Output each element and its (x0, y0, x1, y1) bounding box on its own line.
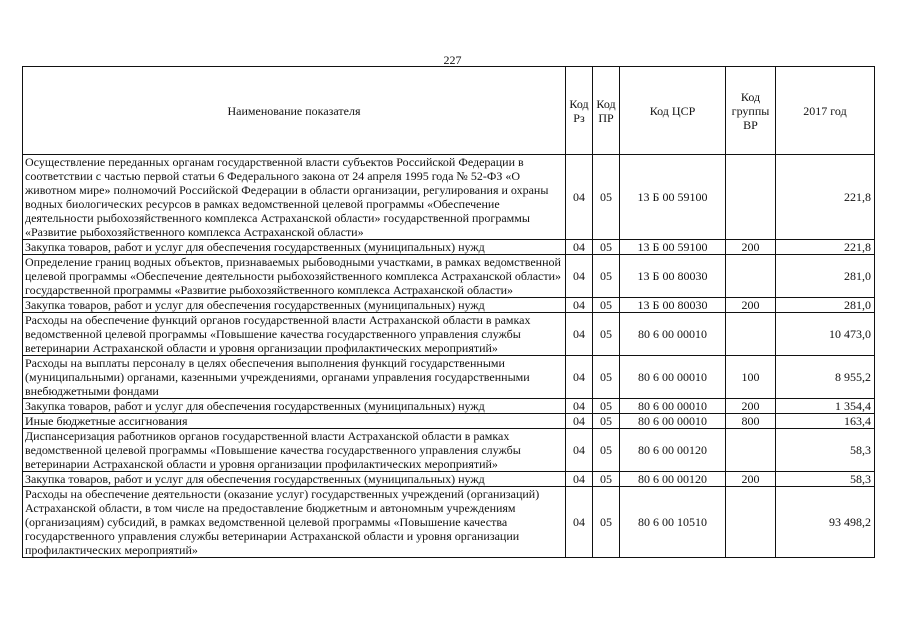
table-row (23, 399, 875, 414)
row-pr: 05 (593, 356, 620, 399)
row-pr: 05 (593, 472, 620, 487)
row-name: Расходы на обеспечение деятельности (оказание услуг) государственных учреждений (организаций) Астраханской области, в том числе на предоставление бюджетным и автономным учреждениям (организациям) субсидий, в рамках ведомственной целевой программы «Повышение качества государственного управления службы ветеринарии Астраханской области и уровня организации профилактических мероприятий» (23, 487, 566, 558)
row-amount: 163,4 (776, 414, 875, 429)
row-pr: 05 (593, 255, 620, 298)
row-pr: 05 (593, 298, 620, 313)
row-name: Расходы на выплаты персоналу в целях обеспечения выполнения функций государственными (муниципальными) органами, казенными учреждениями, органами управления государственными внебюджетными фондами (23, 356, 566, 399)
row-rz: 04 (566, 313, 593, 356)
table-row (23, 255, 875, 298)
row-csr: 13 Б 00 59100 (620, 155, 726, 240)
row-vr (726, 255, 776, 298)
row-csr: 80 6 00 00010 (620, 399, 726, 414)
row-name: Закупка товаров, работ и услуг для обеспечения государственных (муниципальных) нужд (23, 298, 566, 313)
row-name: Осуществление переданных органам государственной власти субъектов Российской Федерации в соответствии с частью первой статьи 6 Федерального закона от 24 апреля 1995 года № 52-ФЗ «О животном мире» полномочий Российской Федерации в области организации, регулирования и охраны водных биологических ресурсов в рамках ведомственной целевой программы «Обеспечение деятельности рыбохозяйственного комплекса Астраханской области» государственной программы «Развитие рыбохозяйственного комплекса Астраханской области» (23, 155, 566, 240)
row-amount: 221,8 (776, 155, 875, 240)
row-csr: 80 6 00 00010 (620, 313, 726, 356)
table-row (23, 429, 875, 472)
row-csr: 13 Б 00 80030 (620, 255, 726, 298)
row-csr: 80 6 00 00120 (620, 472, 726, 487)
row-rz: 04 (566, 298, 593, 313)
row-pr: 05 (593, 399, 620, 414)
row-rz: 04 (566, 429, 593, 472)
row-csr: 80 6 00 00010 (620, 414, 726, 429)
row-name: Диспансеризация работников органов государственной власти Астраханской области в рамках ведомственной целевой программы «Повышение качества государственного управления службы ветеринарии Астраханской области и уровня организации профилактических мероприятий» (23, 429, 566, 472)
table-row (23, 356, 875, 399)
row-vr: 200 (726, 399, 776, 414)
row-name: Закупка товаров, работ и услуг для обеспечения государственных (муниципальных) нужд (23, 472, 566, 487)
row-amount: 8 955,2 (776, 356, 875, 399)
table-row (23, 414, 875, 429)
table-row (23, 298, 875, 313)
row-amount: 58,3 (776, 472, 875, 487)
row-vr: 200 (726, 298, 776, 313)
row-amount: 281,0 (776, 255, 875, 298)
row-vr: 200 (726, 240, 776, 255)
row-amount: 221,8 (776, 240, 875, 255)
row-rz: 04 (566, 255, 593, 298)
row-pr: 05 (593, 414, 620, 429)
table-row (23, 487, 875, 558)
row-csr: 80 6 00 00120 (620, 429, 726, 472)
row-vr: 200 (726, 472, 776, 487)
row-vr: 800 (726, 414, 776, 429)
row-amount: 10 473,0 (776, 313, 875, 356)
row-vr (726, 429, 776, 472)
header-rz: Код Рз (566, 67, 593, 155)
row-rz: 04 (566, 240, 593, 255)
row-csr: 13 Б 00 80030 (620, 298, 726, 313)
row-pr: 05 (593, 313, 620, 356)
row-amount: 1 354,4 (776, 399, 875, 414)
row-rz: 04 (566, 155, 593, 240)
row-pr: 05 (593, 240, 620, 255)
row-amount: 281,0 (776, 298, 875, 313)
row-name: Закупка товаров, работ и услуг для обеспечения государственных (муниципальных) нужд (23, 240, 566, 255)
header-vr: Код группы ВР (726, 67, 776, 155)
row-vr: 100 (726, 356, 776, 399)
row-name: Закупка товаров, работ и услуг для обеспечения государственных (муниципальных) нужд (23, 399, 566, 414)
page-number: 227 (443, 53, 462, 67)
header-name: Наименование показателя (23, 67, 566, 155)
row-vr (726, 155, 776, 240)
row-rz: 04 (566, 399, 593, 414)
row-pr: 05 (593, 429, 620, 472)
row-rz: 04 (566, 414, 593, 429)
row-csr: 80 6 00 10510 (620, 487, 726, 558)
row-csr: 80 6 00 00010 (620, 356, 726, 399)
header-pr: Код ПР (593, 67, 620, 155)
row-amount: 93 498,2 (776, 487, 875, 558)
header-year: 2017 год (776, 67, 875, 155)
row-name: Иные бюджетные ассигнования (23, 414, 566, 429)
table-row (23, 472, 875, 487)
row-amount: 58,3 (776, 429, 875, 472)
row-rz: 04 (566, 487, 593, 558)
row-rz: 04 (566, 472, 593, 487)
row-name: Расходы на обеспечение функций органов государственной власти Астраханской области в рамках ведомственной целевой программы «Повышение качества государственного управления службы ветеринарии Астраханской области и уровня организации профилактических мероприятий» (23, 313, 566, 356)
row-vr (726, 487, 776, 558)
table-row (23, 240, 875, 255)
table-header-row (23, 67, 875, 155)
table-row (23, 313, 875, 356)
table-row (23, 155, 875, 240)
row-pr: 05 (593, 155, 620, 240)
row-rz: 04 (566, 356, 593, 399)
budget-table (22, 66, 875, 558)
row-csr: 13 Б 00 59100 (620, 240, 726, 255)
header-csr: Код ЦСР (620, 67, 726, 155)
row-pr: 05 (593, 487, 620, 558)
row-name: Определение границ водных объектов, признаваемых рыбоводными участками, в рамках ведомственной целевой программы «Обеспечение деятельности рыбохозяйственного комплекса Астраханской области» государственной программы «Развитие рыбохозяйственного комплекса Астраханской области» (23, 255, 566, 298)
row-vr (726, 313, 776, 356)
